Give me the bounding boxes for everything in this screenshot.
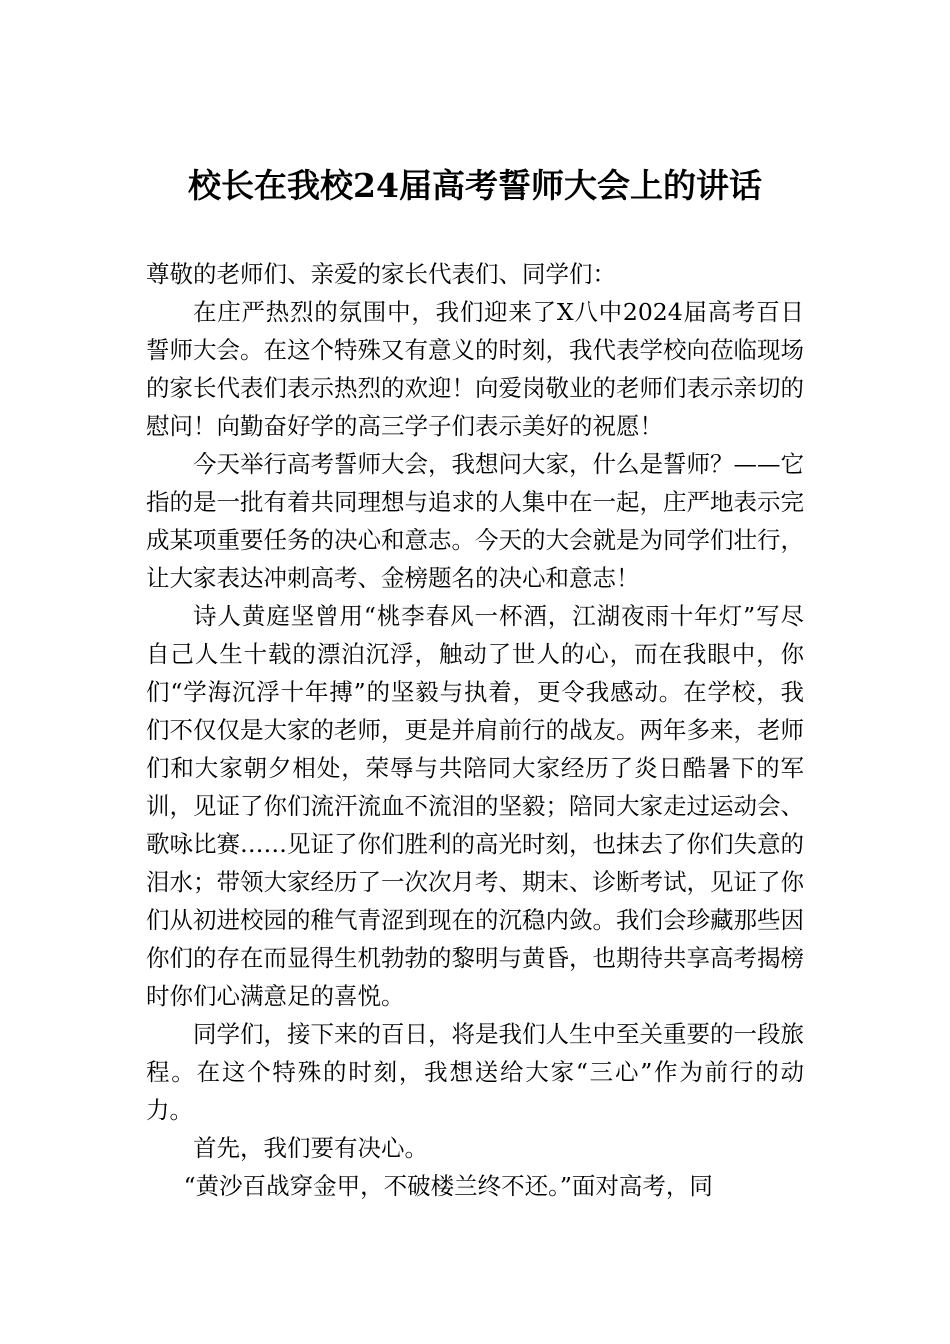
document-title: 校长在我校24届高考誓师大会上的讲话 bbox=[188, 166, 762, 205]
paragraph-teachers-companionship: 诗人黄庭坚曾用“桃李春风一杯酒，江湖夜雨十年灯”写尽自己人生十载的漂泊沉浮，触动了世人的心，而在我眼中，你们“学海沉浮十年搏”的坚毅与执着，更令我感动。在学校，我们不仅仅是大家的老师，更是并肩前行的战友。两年多来，老师们和大家朝夕相处，荣辱与共陪同大家经历了炎日酷暑下的军训，见证了你们流汗流血不流泪的坚毅；陪同大家走过运动会、歌咏比赛……见证了你们胜利的高光时刻，也抹去了你们失意的泪水；带领大家经历了一次次月考、期末、诊断考试，见证了你们从初进校园的稚气青涩到现在的沉稳内敛。我们会珍藏那些因你们的存在而显得生机勃勃的黎明与黄昏，也期待共享高考揭榜时你们心满意足的喜悦。 bbox=[146, 602, 804, 1010]
paragraph-welcome: 在庄严热烈的氛围中，我们迎来了X八中2024届高考百日誓师大会。在这个特殊又有意义的时刻，我代表学校向莅临现场的家长代表们表示热烈的欢迎！向爱岗敬业的老师们表示亲切的慰问！向勤奋好学的高三学子们表示美好的祝愿！ bbox=[146, 298, 804, 440]
paragraph-quote: “黄沙百战穿金甲，不破楼兰终不还。”面对高考，同 bbox=[183, 1172, 713, 1200]
paragraph-oath-meaning: 今天举行高考誓师大会，我想问大家，什么是誓师？——它指的是一批有着共同理想与追求的人集中在一起，庄严地表示完成某项重要任务的决心和意志。今天的大会就是为同学们壮行，让大家表达冲刺高考、金榜题名的决心和意志！ bbox=[146, 450, 804, 592]
document-body bbox=[146, 255, 804, 1205]
paragraph-determination: 首先，我们要有决心。 bbox=[193, 1134, 428, 1162]
paragraph-three-hearts: 同学们，接下来的百日，将是我们人生中至关重要的一段旅程。在这个特殊的时刻，我想送给大家“三心”作为前行的动力。 bbox=[146, 1020, 804, 1124]
salutation: 尊敬的老师们、亲爱的家长代表们、同学们： bbox=[146, 260, 616, 288]
